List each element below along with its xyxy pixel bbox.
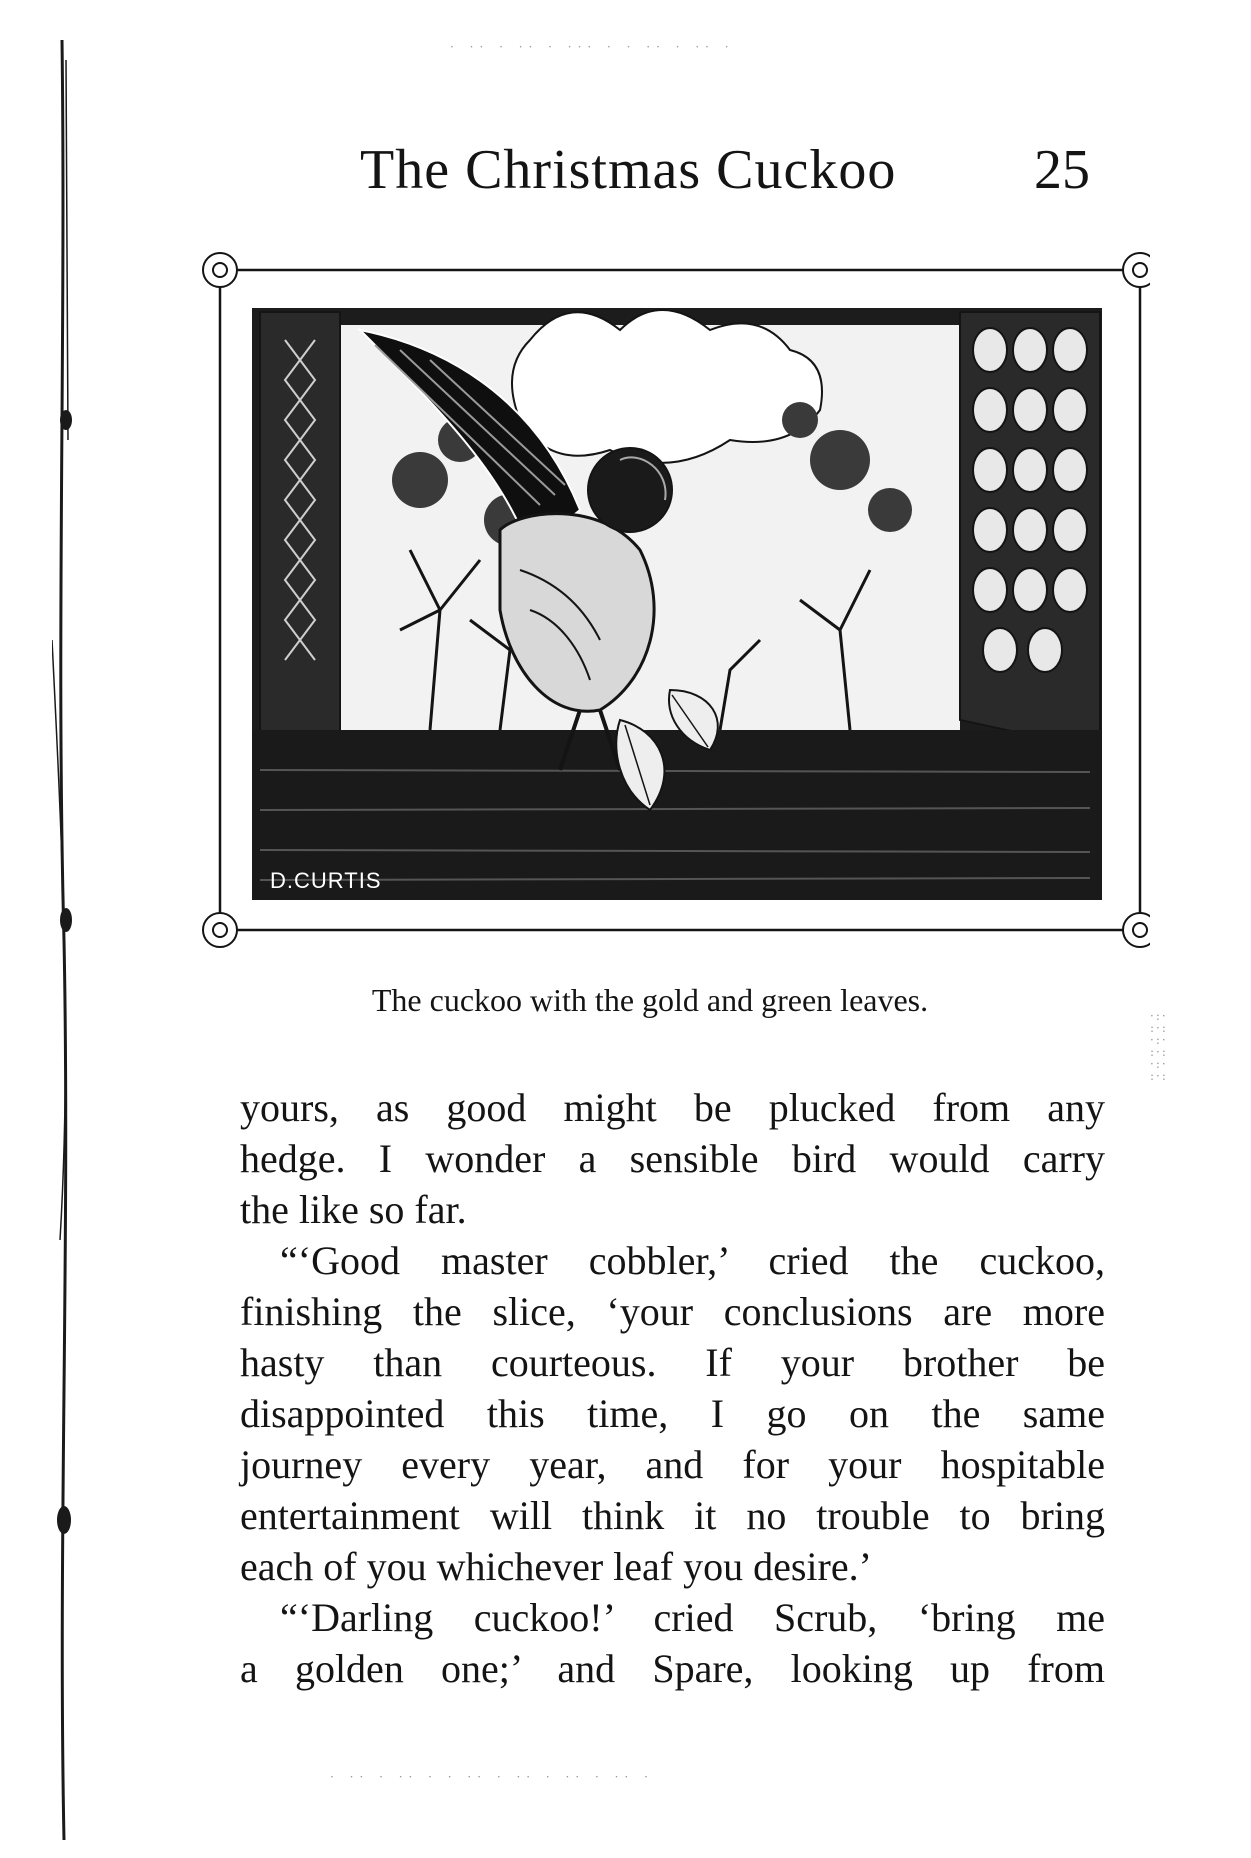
scan-noise-top: · ·· · ·· · ··· · · ·· · ·· · [450,40,735,54]
running-title: The Christmas Cuckoo [360,139,897,201]
text-line: hasty than courteous. If your brother be [240,1340,1105,1385]
page-number: 25 [1034,139,1090,201]
text-line: entertainment will think it no trouble to bring [240,1493,1105,1538]
text-line: “‘Darling cuckoo!’ cried Scrub, ‘bring me [280,1595,1105,1640]
text-line: yours, as good might be plucked from any [240,1085,1105,1130]
illustration [200,250,1150,950]
text-line: finishing the slice, ‘your conclusions are more [240,1289,1105,1334]
text-line: disappointed this time, I go on the same [240,1391,1105,1436]
body-text [240,1082,1105,1694]
text-line: “‘Good master cobbler,’ cried the cuckoo, [280,1238,1105,1283]
text-line: the like so far. [240,1187,467,1232]
text-line: journey every year, and for your hospitable [240,1442,1105,1487]
binding-edge [52,40,92,1840]
text-line: hedge. I wonder a sensible bird would carry [240,1136,1105,1181]
scan-noise-bottom: · ·· · ·· · · ·· · ·· · ·· · ·· · [330,1770,654,1784]
text-line: each of you whichever leaf you desire.’ [240,1544,872,1589]
scan-noise-right: ·:· :·: ·:· :·: ·:· :·: [1150,1009,1168,1083]
text-line: a golden one;’ and Spare, looking up from [240,1646,1105,1691]
running-header [360,138,1090,208]
illustration-caption: The cuckoo with the gold and green leaves. [371,982,929,1018]
artist-signature: D.CURTIS [270,868,382,893]
